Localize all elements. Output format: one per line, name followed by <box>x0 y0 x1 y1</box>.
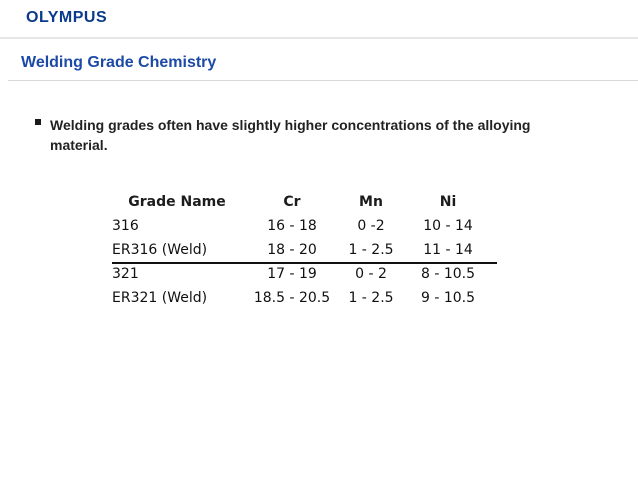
ni-cell: 11 - 14 <box>423 242 473 258</box>
table-row <box>112 286 497 310</box>
mn-cell: 1 - 2.5 <box>348 290 394 306</box>
slide-title: Welding Grade Chemistry <box>21 54 217 71</box>
olympus-logo: OLYMPUS <box>26 9 108 26</box>
mn-cell: 0 - 2 <box>355 266 387 282</box>
grade-name-cell: 321 <box>112 266 139 282</box>
ni-cell: 8 - 10.5 <box>420 266 476 282</box>
column-header-cr: Cr <box>283 194 301 210</box>
cr-cell: 16 - 18 <box>267 218 317 234</box>
bullet-item <box>35 115 535 155</box>
cr-cell: 18.5 - 20.5 <box>253 290 331 306</box>
column-header-mn: Mn <box>359 194 383 210</box>
table-header-row <box>112 190 497 214</box>
welding-grade-table <box>112 190 497 310</box>
header-divider <box>0 37 638 39</box>
table-row <box>112 238 497 262</box>
ni-cell: 9 - 10.5 <box>420 290 476 306</box>
mn-cell: 1 - 2.5 <box>348 242 394 258</box>
table-row <box>112 214 497 238</box>
title-divider <box>8 80 638 81</box>
table-row <box>112 262 497 286</box>
ni-cell: 10 - 14 <box>423 218 473 234</box>
column-header-ni: Ni <box>439 194 457 210</box>
grade-name-cell: ER316 (Weld) <box>112 242 208 258</box>
cr-cell: 17 - 19 <box>267 266 317 282</box>
mn-cell: 0 -2 <box>357 218 385 234</box>
column-header-grade-name: Grade Name <box>128 194 226 210</box>
square-bullet-icon <box>35 119 41 125</box>
grade-name-cell: ER321 (Weld) <box>112 290 208 306</box>
cr-cell: 18 - 20 <box>267 242 317 258</box>
grade-name-cell: 316 <box>112 218 139 234</box>
bullet-text: Welding grades often have slightly higher concentrations of the alloying material. <box>50 117 531 153</box>
